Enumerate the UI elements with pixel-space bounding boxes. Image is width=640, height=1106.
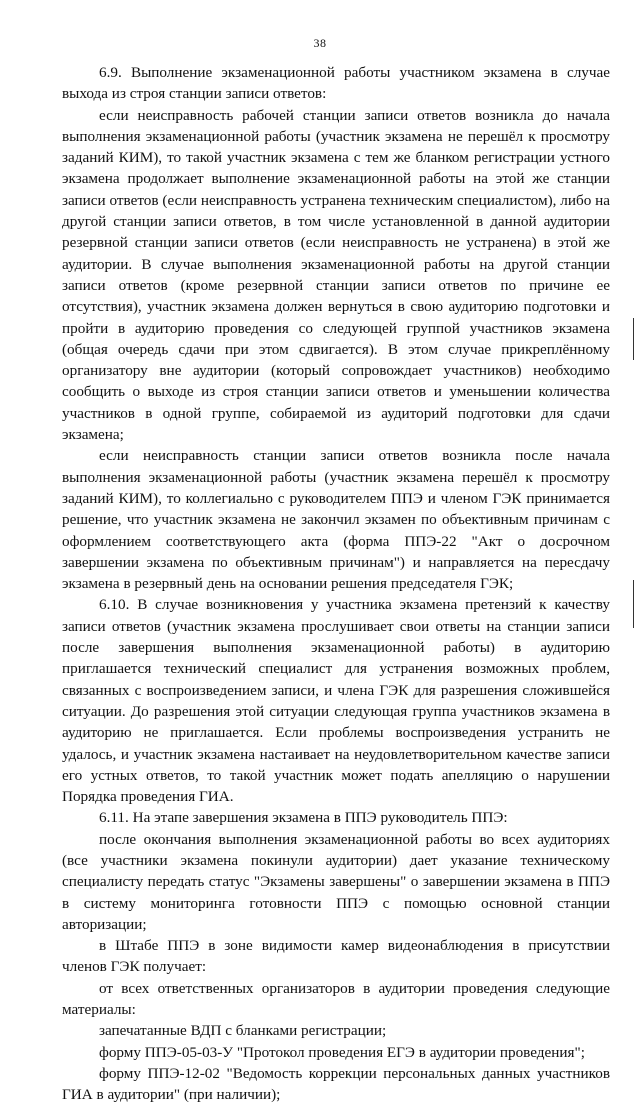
paragraph-6-11-heading: 6.11. На этапе завершения экзамена в ППЭ руководитель ППЭ: [99, 809, 508, 827]
list-item-sealed-packages: запечатанные ВДП с бланками регистрации; [99, 1022, 387, 1040]
margin-line-mark [633, 318, 634, 360]
paragraph-from-organizers: от всех ответственных организаторов в аудитории проведения следующие материалы: [62, 979, 610, 1019]
margin-line-mark [633, 580, 634, 628]
paragraph-failure-after-start: если неисправность станции записи ответов возникла после начала выполнения экзаменационной работы (участник экзамена перешёл к просмотру заданий КИМ), то коллегиально с руководителем ППЭ и членом ГЭК принимается решение, что участник экзамена не закончил экзамен по объективным причинам с оформлением соответствующего акта (форма ППЭ-22 "Акт о досрочном завершении экзамена по объективным причинам") и направляется на пересдачу экзамена в резервный день на основании решения председателя ГЭК; [62, 447, 610, 593]
list-item-form-ppe-05-03-u: форму ППЭ-05-03-У "Протокол проведения ЕГЭ в аудитории проведения"; [99, 1043, 585, 1061]
document-body [62, 62, 610, 1106]
page-number: 38 [313, 36, 327, 50]
paragraph-failure-before-start: если неисправность рабочей станции записи ответов возникла до начала выполнения экзаменационной работы (участник экзамена не перешёл к просмотру заданий КИМ), то такой участник экзамена с тем же бланком регистрации устного экзамена продолжает выполнение экзаменационной работы на этой же станции записи ответов (если неисправность устранена техническим специалистом), либо на другой станции записи ответов, в том числе установленной в данной аудитории резервной станции записи ответов (если неисправность не устранена) в этой же аудитории. В случае выполнения экзаменационной работы на другой станции записи ответов (кроме резервной станции записи ответов по причине ее отсутствия), участник экзамена должен вернуться в свою аудиторию подготовки и пройти в аудиторию проведения со следующей группой участников экзамена (общая очередь сдачи при этом сдвигается). В этом случае прикреплённому организатору вне аудитории (который сопровождает участников) необходимо сообщить о выходе из строя станции записи ответов и уменьшении количества участников в одной группе, собираемой из аудиторий подготовки для сдачи экзамена; [62, 106, 610, 444]
list-item-form-ppe-12-02: форму ППЭ-12-02 "Ведомость коррекции персональных данных участников ГИА в аудитории" (при наличии); [62, 1064, 610, 1104]
paragraph-hq-receives: в Штабе ППЭ в зоне видимости камер видеонаблюдения в присутствии членов ГЭК получает: [62, 937, 610, 976]
paragraph-6-10: 6.10. В случае возникновения у участника экзамена претензий к качеству записи ответов (участник экзамена прослушивает свои ответы на станции записи после завершения выполнения экзаменационной работы) в аудиторию приглашается технический специалист для устранения возможных проблем, связанных с воспроизведением записи, и члена ГЭК для разрешения сложившейся ситуации. До разрешения этой ситуации следующая группа участников экзамена в аудиторию не приглашается. Если проблемы воспроизведения устранить не удалось, и участник экзамена настаивает на неудовлетворительном качестве записи его устных ответов, то такой участник может подать апелляцию о нарушении Порядка проведения ГИА. [62, 596, 610, 806]
paragraph-exam-completed-status: после окончания выполнения экзаменационной работы во всех аудиториях (все участники экзамена покинули аудитории) дает указание техническому специалисту передать статус "Экзамены завершены" о завершении экзамена в ППЭ в систему мониторинга готовности ППЭ с помощью основной станции авторизации; [62, 830, 610, 933]
paragraph-6-9-heading: 6.9. Выполнение экзаменационной работы участником экзамена в случае выхода из строя станции записи ответов: [62, 64, 610, 103]
